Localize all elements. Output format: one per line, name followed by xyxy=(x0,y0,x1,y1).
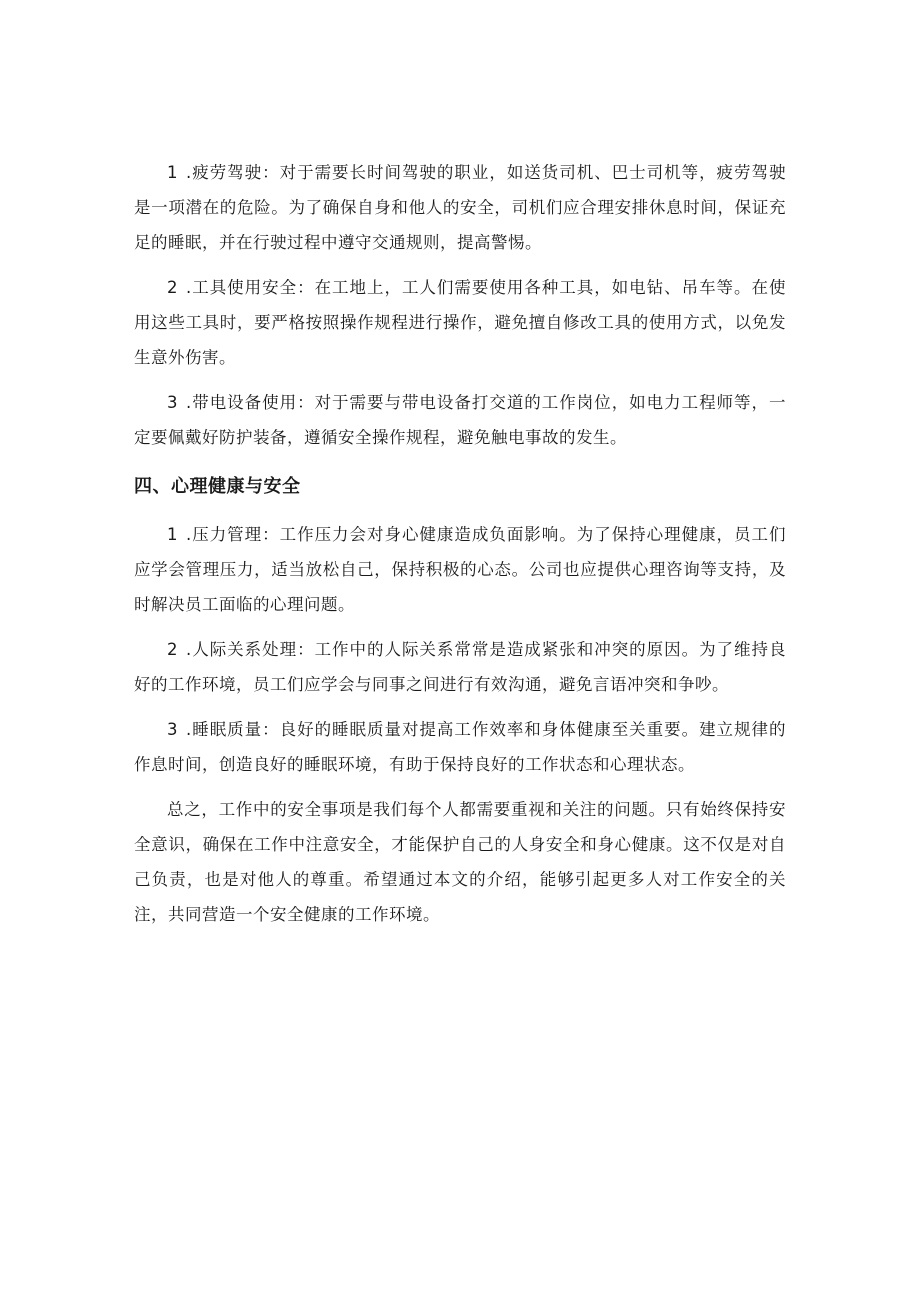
item-number: 1 xyxy=(167,525,178,544)
item-text: .压力管理：工作压力会对身心健康造成负面影响。为了保持心理健康，员工们应学会管理压力，适当放松自己，保持积极的心态。公司也应提供心理咨询等支持，及时解决员工面临的心理问题。 xyxy=(134,525,786,614)
item-text: .带电设备使用：对于需要与带电设备打交道的工作岗位，如电力工程师等，一定要佩戴好防护装备，遵循安全操作规程，避免触电事故的发生。 xyxy=(134,393,786,447)
item-number: 3 xyxy=(167,720,178,739)
item-text: .疲劳驾驶：对于需要长时间驾驶的职业，如送货司机、巴士司机等，疲劳驾驶是一项潜在的危险。为了确保自身和他人的安全，司机们应合理安排休息时间，保证充足的睡眠，并在行驶过程中遵守交通规则，提高警惕。 xyxy=(134,163,786,252)
section-heading-mental-health: 四、心理健康与安全 xyxy=(134,476,301,497)
item-text: .工具使用安全：在工地上，工人们需要使用各种工具，如电钻、吊车等。在使用这些工具时，要严格按照操作规程进行操作，避免擅自修改工具的使用方式，以免发生意外伤害。 xyxy=(134,278,786,367)
item-text: .人际关系处理：工作中的人际关系常常是造成紧张和冲突的原因。为了维持良好的工作环境，员工们应学会与同事之间进行有效沟通，避免言语冲突和争吵。 xyxy=(134,640,786,694)
list-item-tool-safety xyxy=(134,270,786,375)
list-item-stress-management xyxy=(134,517,786,622)
item-number: 2 xyxy=(167,278,178,297)
conclusion-paragraph: 总之，工作中的安全事项是我们每个人都需要重视和关注的问题。只有始终保持安全意识，确保在工作中注意安全，才能保护自己的人身安全和身心健康。这不仅是对自己负责，也是对他人的尊重。希望通过本文的介绍，能够引起更多人对工作安全的关注，共同营造一个安全健康的工作环境。 xyxy=(134,800,786,924)
list-item-electrical-equipment xyxy=(134,385,786,455)
document-body xyxy=(134,155,786,932)
item-number: 3 xyxy=(167,393,178,412)
list-item-fatigue-driving xyxy=(134,155,786,260)
item-number: 2 xyxy=(167,640,178,659)
list-item-interpersonal-relations xyxy=(134,632,786,702)
item-text: .睡眠质量：良好的睡眠质量对提高工作效率和身体健康至关重要。建立规律的作息时间，创造良好的睡眠环境，有助于保持良好的工作状态和心理状态。 xyxy=(134,720,786,774)
item-number: 1 xyxy=(167,163,178,182)
list-item-sleep-quality xyxy=(134,712,786,782)
